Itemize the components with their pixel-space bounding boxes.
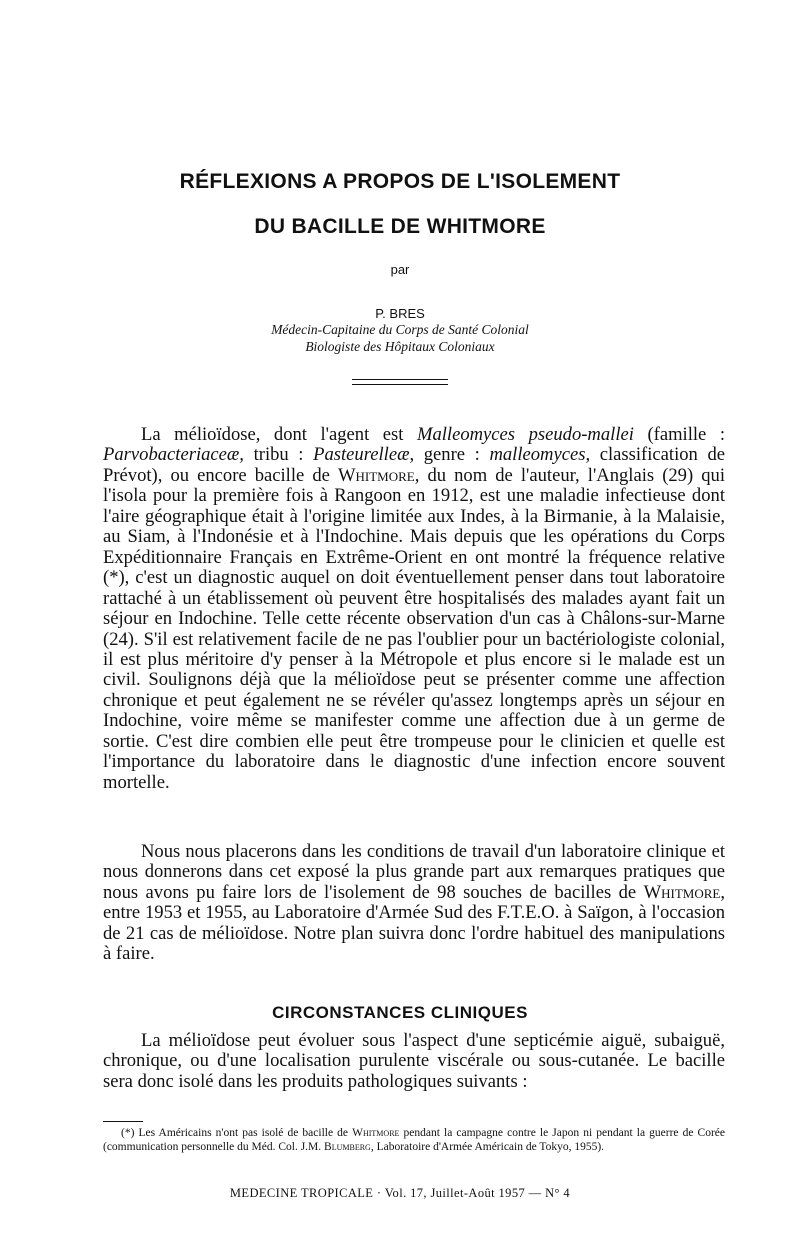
p1-text-2: (famille : [633, 424, 725, 445]
author-name: P. BRES [375, 306, 425, 321]
title-divider-bottom [352, 384, 448, 385]
author-affiliation-2: Biologiste des Hôpitaux Coloniaux [305, 339, 495, 354]
fn-blumberg: Blumberg [324, 1141, 371, 1153]
article-title-line-2: DU BACILLE DE WHITMORE [254, 215, 546, 238]
p1-tribe-name: Pasteurelleæ, [313, 444, 415, 466]
intro-paragraph [103, 425, 725, 793]
fn-text-3: , Laboratoire d'Armée Américain de Tokyo, 1955). [370, 1141, 605, 1153]
p1-whitmore: Whitmore [337, 464, 415, 486]
author-affiliation-1: Médecin-Capitaine du Corps de Santé Colonial [271, 322, 529, 337]
fn-text-1: (*) Les Américains n'ont pas isolé de bacille de [121, 1127, 353, 1139]
footnote-separator [103, 1121, 143, 1122]
p2-text-2: , entre 1953 et 1955, au Laboratoire d'Armée Sud des F.T.E.O. à Saïgon, à l'occasion de 21 cas de mélioïdose. Notre plan suivra donc l'ordre habituel des manipulations à faire. [103, 881, 725, 965]
p1-text-6: , du nom de l'auteur, l'Anglais (29) qui l'isola pour la première fois à Rangoon en 1912, est une maladie infectieuse dont l'aire géographique était à l'origine limitée aux Indes, à la Birmanie, à la Malaisie, au Siam, à l'Indonésie et à l'Indochine. Mais depuis que les opérations du Corps Expéditionnaire Français en Extrême-Orient en ont montré la fréquence relative (*), c'est un diagnostic auquel on doit éventuellement penser dans tout laboratoire rattaché à un établissement où peuvent être hospitalisés des malades ayant fait un séjour en Indochine. Telle cette récente observation d'un cas à Châlons-sur-Marne (24). S'il est relativement facile de ne pas l'oublier pour un bactériologiste colonial, il est plus méritoire d'y penser à la Métropole et plus encore si le malade est un civil. Soulignons déjà que la mélioïdose peut se présenter comme une affection chronique et peut également ne se révéler qu'assez longtemps après un séjour en Indochine, voire même se manifester comme une affection due à un germe de sortie. C'est dire combien elle peut être trompeuse pour le clinicien et quelle est l'importance du laboratoire dans le diagnostic d'une infection encore souvent mortelle. [103, 464, 725, 793]
p1-text-3: tribu : [243, 444, 314, 466]
byline-par: par [390, 262, 410, 277]
p1-text-1: La mélioïdose, dont l'agent est [141, 424, 417, 445]
clinical-paragraph [103, 1031, 725, 1092]
p2-text-1: Nous nous placerons dans les conditions de travail d'un laboratoire clinique et nous donnerons dans cet exposé la plus grande part aux remarques pratiques que nous avons pu faire lors de l'isolement de 98 souches de bacilles de [103, 841, 725, 903]
method-paragraph [103, 842, 725, 965]
p1-species-name: Malleomyces pseudo-mallei [416, 424, 634, 445]
fn-text-2: pendant la campagne contre le Japon ni pendant la guerre de Corée (communication personnelle du Méd. Col. J.M. [103, 1127, 725, 1153]
footnote [103, 1126, 725, 1154]
p1-family-name: Parvobacteriaceæ, [103, 444, 244, 466]
p3-text: La mélioïdose peut évoluer sous l'aspect d'une septicémie aiguë, subaiguë, chronique, ou d'une localisation purulente viscérale ou sous-cutanée. Le bacille sera donc isolé dans les produits pathologiques suivants : [103, 1030, 725, 1092]
p1-text-5: classification de Prévot), ou encore bacille de [103, 444, 725, 486]
article-title-line-1: RÉFLEXIONS A PROPOS DE L'ISOLEMENT [179, 170, 621, 193]
section-heading: CIRCONSTANCES CLINIQUES [272, 1003, 528, 1022]
p2-whitmore: Whitmore [643, 881, 721, 903]
p1-text-4: genre : [414, 444, 490, 466]
journal-footer: MEDECINE TROPICALE · Vol. 17, Juillet-Août 1957 — N° 4 [229, 1186, 571, 1200]
title-divider-top [352, 379, 448, 380]
fn-whitmore: Whitmore [352, 1127, 400, 1139]
p1-genus-name: malleomyces, [489, 444, 591, 466]
